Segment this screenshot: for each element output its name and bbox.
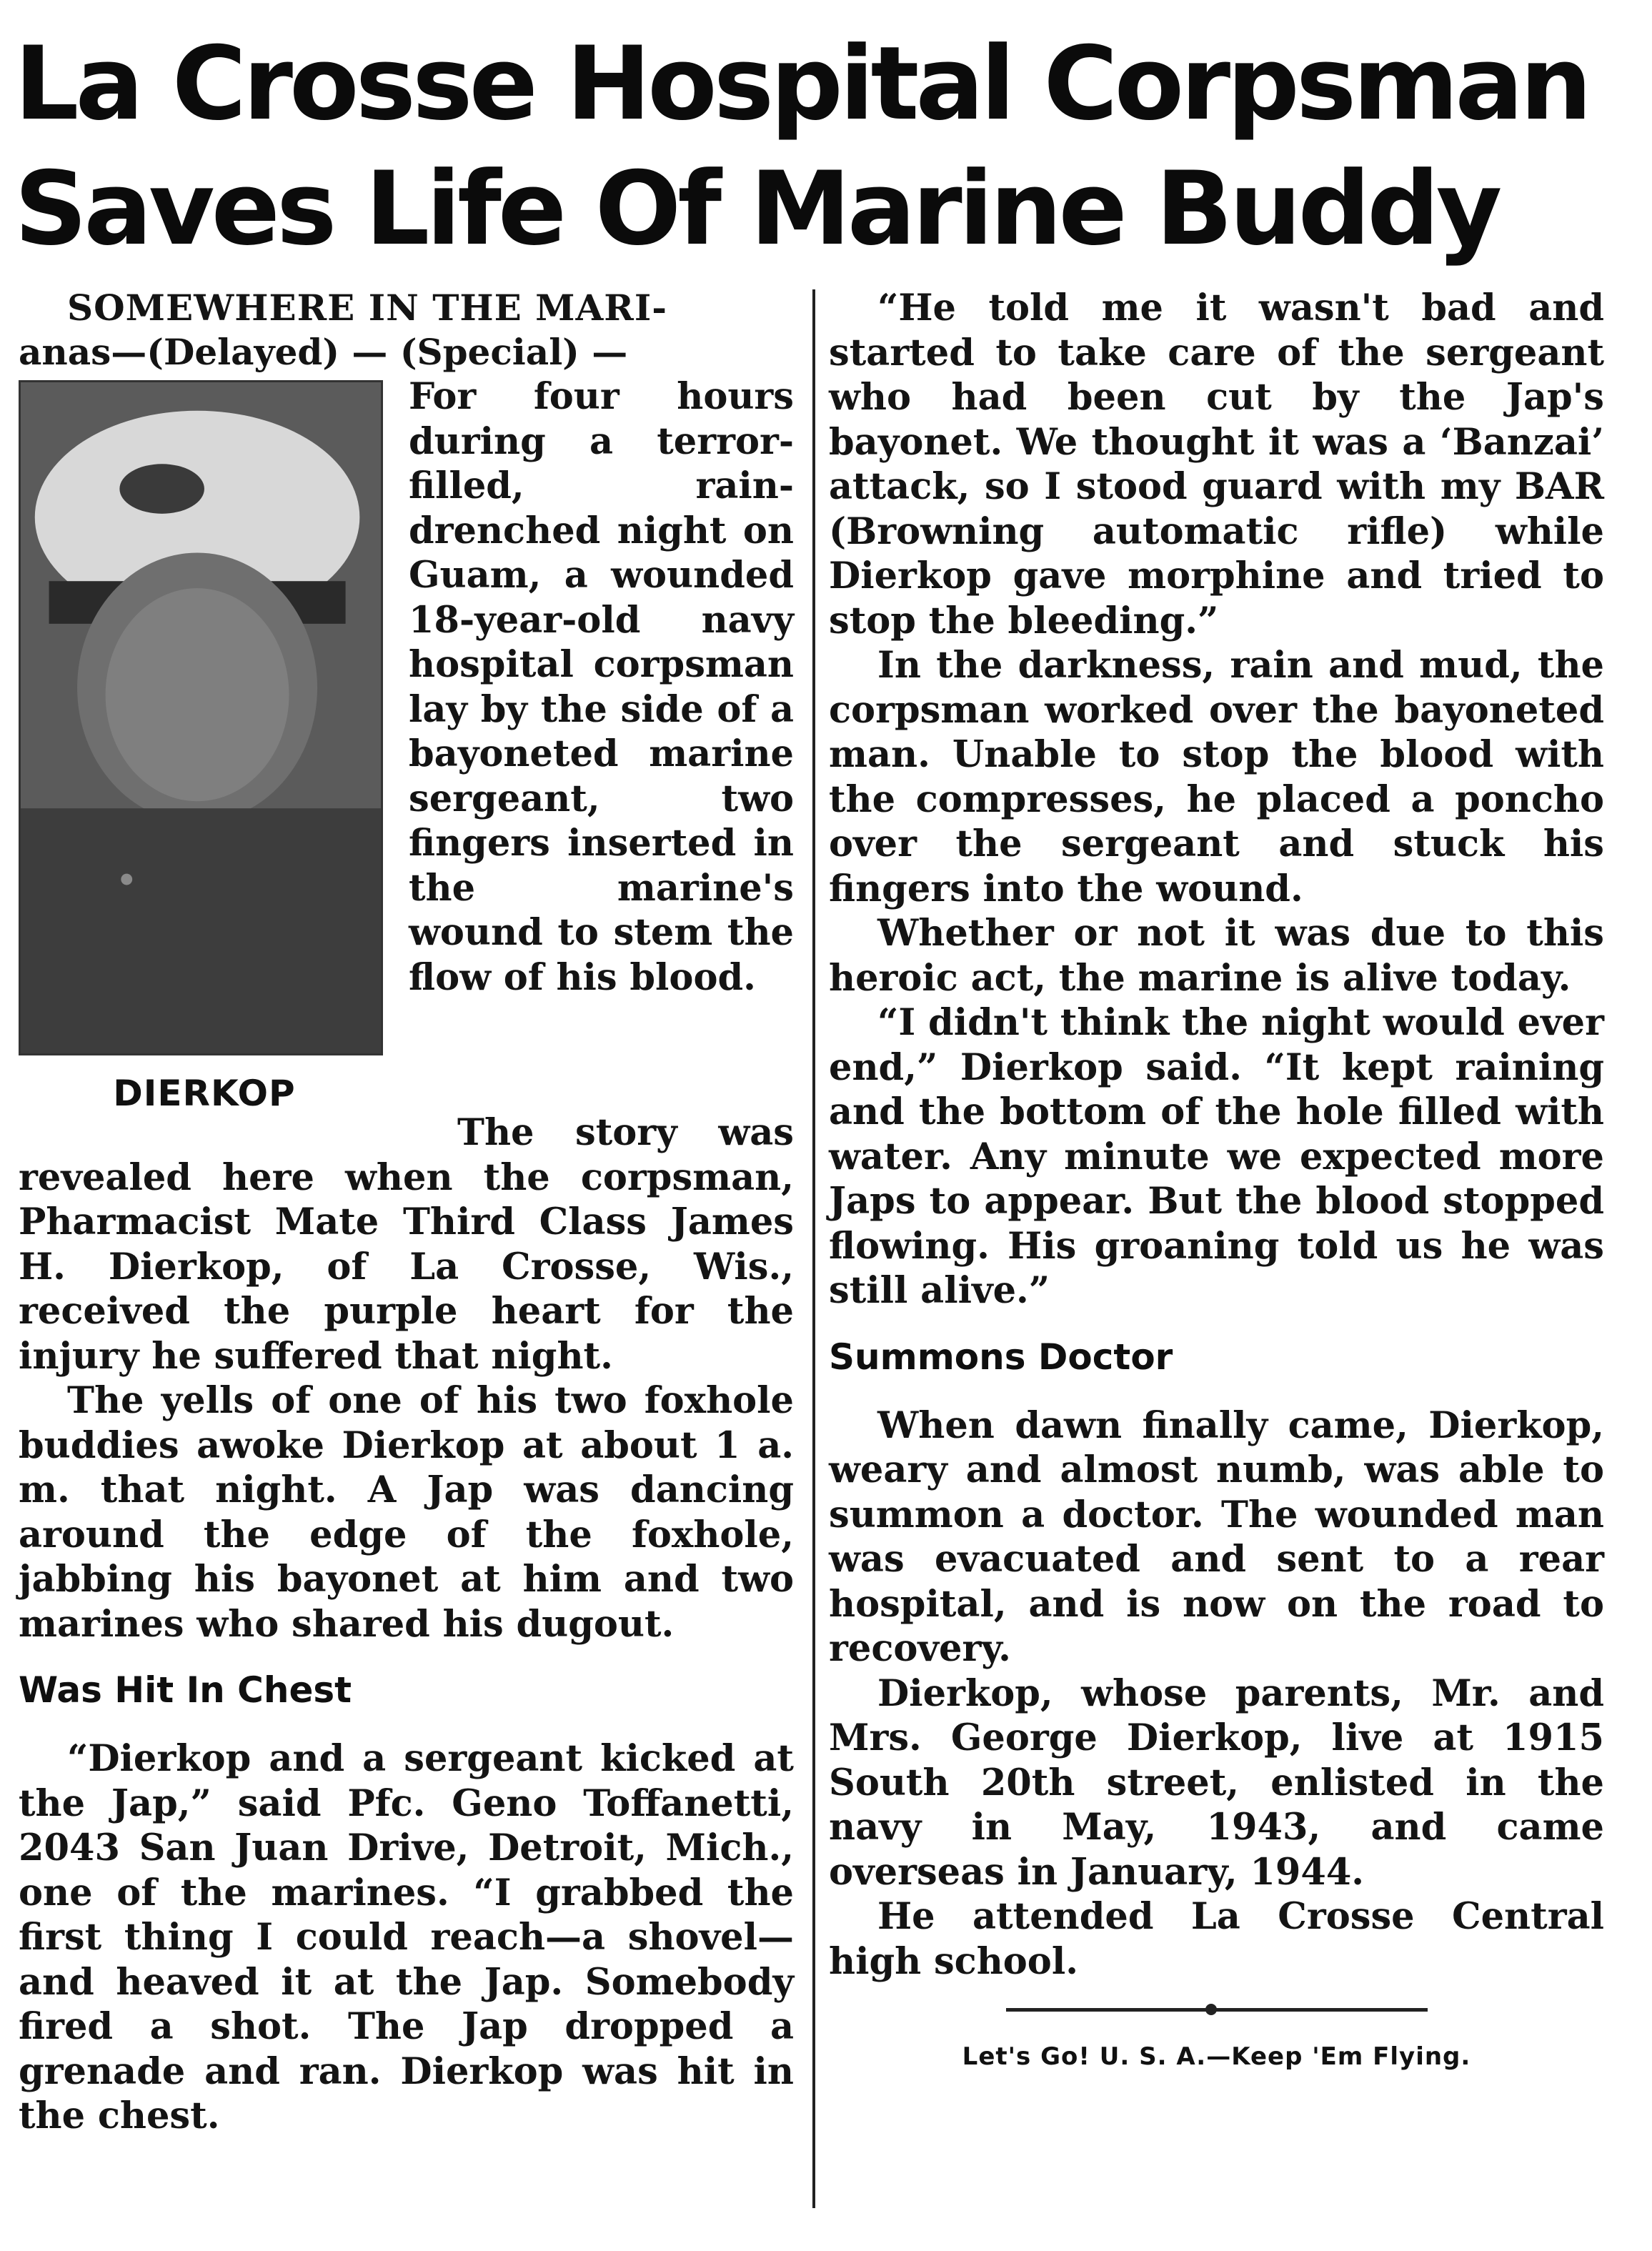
dateline-line-2: anas—(Delayed) — (Special) —	[19, 331, 628, 373]
footer-slogan: Let's Go! U. S. A.—Keep 'Em Flying.	[962, 2042, 1471, 2071]
headline-line-2: Saves Life Of Marine Buddy	[14, 150, 1499, 268]
right-column	[829, 286, 1604, 2074]
paragraph: Whether or not it was due to this heroic act, the marine is alive today.	[829, 912, 1604, 1000]
column-rule	[812, 289, 815, 2208]
subheading: Summons Doctor	[829, 1336, 1173, 1378]
paragraph: The yells of one of his two foxhole buddies awoke Dierkop at about 1 a. m. that night. A Jap was dancing around the edge of the foxhole, jabbing his bayonet at him and two marines who shared his dugout.	[19, 1379, 794, 1646]
paragraph: The story was revealed here when the corpsman, Pharmacist Mate Third Class James H. Dierkop, of La Crosse, Wis., received the purple heart for the injury he suffered that night.	[19, 1111, 794, 1378]
lead-block	[19, 374, 794, 1114]
photo-block	[19, 380, 390, 1115]
paragraph: “He told me it wasn't bad and started to take care of the sergeant who had been cut by the Jap's bayonet. We thought it was a ‘Banzai’ attack, so I stood guard with my BAR (Browning automatic rifle) while Dierkop gave morphine and tried to stop the bleeding.”	[829, 287, 1604, 642]
paragraph: In the darkness, rain and mud, the corpsman worked over the bayoneted man. Unable to stop the blood with the compresses, he placed a poncho over the sergeant and stuck his fingers into the wound.	[829, 644, 1604, 910]
portrait-illustration	[21, 382, 381, 1053]
footer-divider	[1006, 2008, 1428, 2012]
dateline-line-1: SOMEWHERE IN THE MARI-	[67, 287, 667, 329]
headline	[14, 21, 1629, 272]
left-column	[19, 286, 794, 2139]
subheading: Was Hit In Chest	[19, 1669, 352, 1711]
photo-caption: DIERKOP	[113, 1073, 296, 1114]
portrait-photo	[19, 380, 383, 1055]
paragraph: When dawn finally came, Dierkop, weary and almost numb, was able to summon a doctor. The wounded man was evacuated and sent to a rear hospital, and is now on the road to recovery.	[829, 1403, 1604, 1670]
paragraph: “Dierkop and a sergeant kicked at the Jap,” said Pfc. Geno Toffanetti, 2043 San Juan Drive, Detroit, Mich., one of the marines. “I grabbed the first thing I could reach—a shovel—and heaved it at the Jap. Somebody fired a shot. The Jap dropped a grenade and ran. Dierkop was hit in the chest.	[19, 1737, 794, 2137]
paragraph: Dierkop, whose parents, Mr. and Mrs. George Dierkop, live at 1915 South 20th street, enlisted in the navy in May, 1943, and came overseas in January, 1944.	[829, 1671, 1604, 1894]
paragraph: “I didn't think the night would ever end,” Dierkop said. “It kept raining and the bottom of the hole filled with water. Any minute we expected more Japs to appear. But the blood stopped flowing. His groaning told us he was still alive.”	[829, 1001, 1604, 1312]
lead-paragraph: For four hours during a terror-filled, rain-drenched night on Guam, a wounded 18-year-old navy hospital corpsman lay by the side of a bayoneted marine sergeant, two fingers inserted in the marine's wound to stem the flow of his blood.	[409, 375, 794, 999]
paragraph: He attended La Crosse Central high school.	[829, 1895, 1604, 1983]
headline-line-1: La Crosse Hospital Corpsman	[14, 25, 1589, 143]
